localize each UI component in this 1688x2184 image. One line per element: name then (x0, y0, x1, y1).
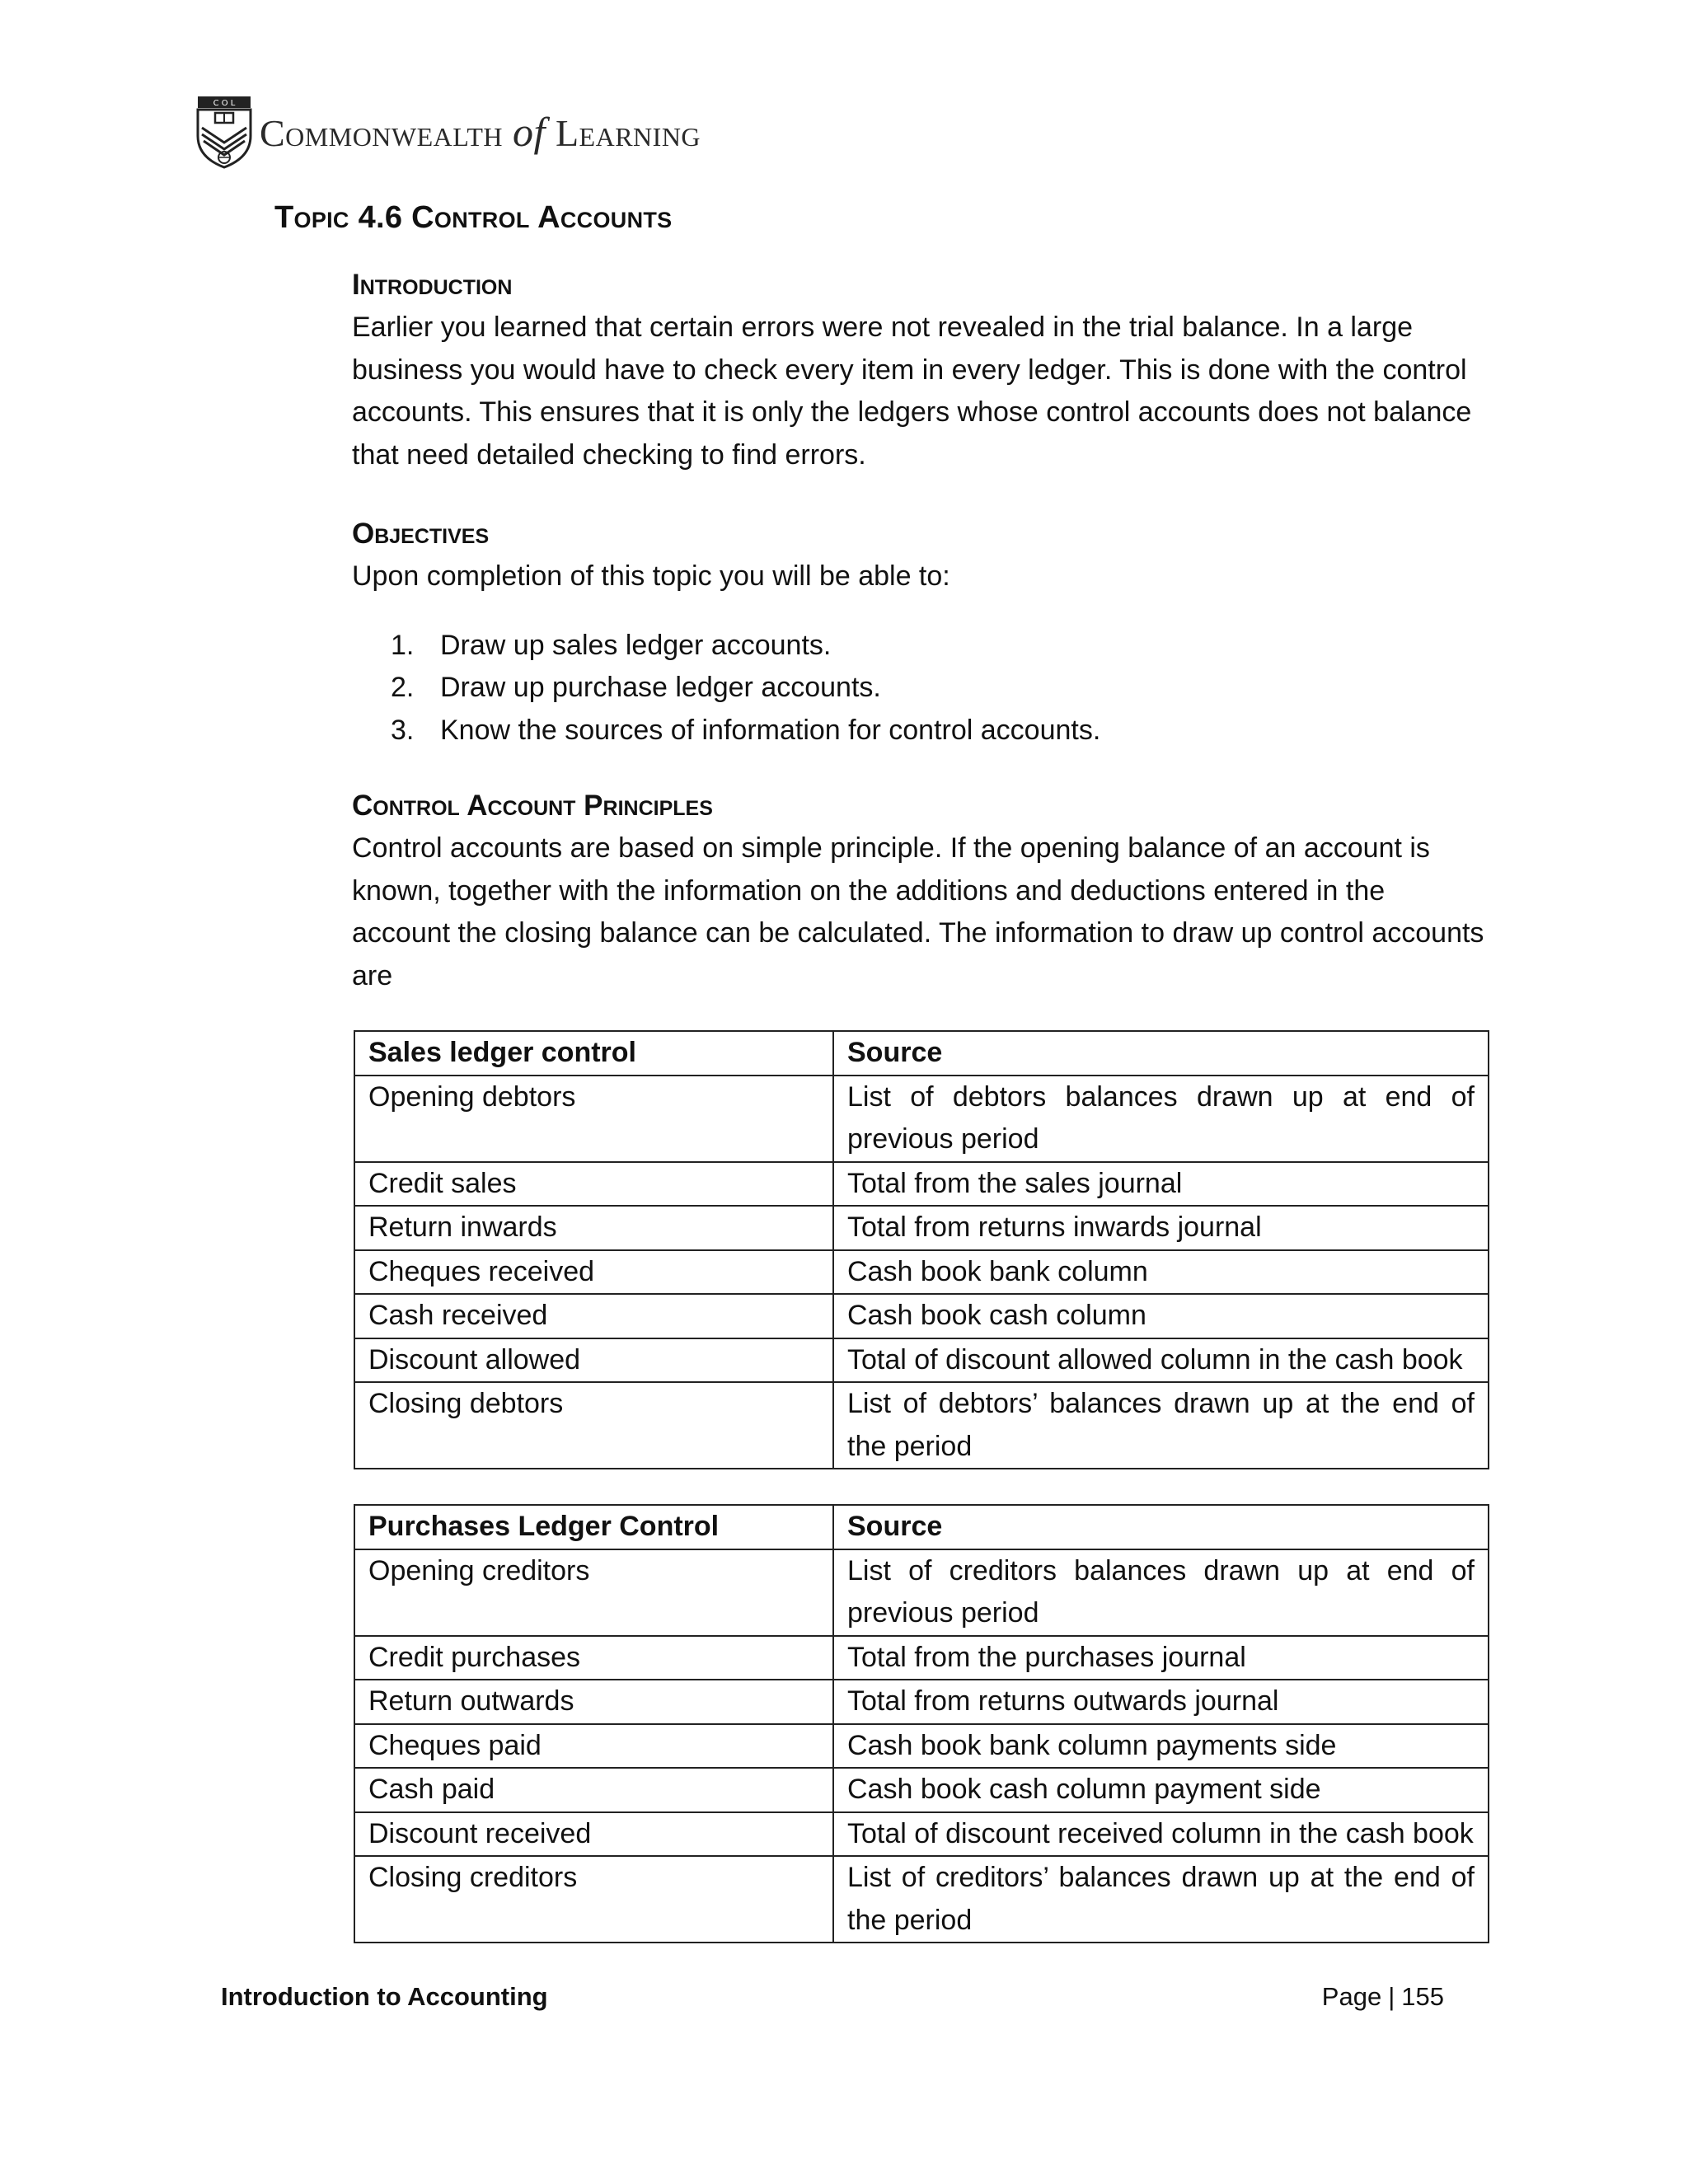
table-row (354, 1338, 1489, 1383)
page-number: 155 (1401, 1982, 1444, 2011)
logo-part2: Learning (555, 112, 701, 154)
table-cell: Total from returns outwards journal (833, 1680, 1489, 1724)
table-cell: Credit purchases (354, 1636, 833, 1680)
table-cell: Total from returns inwards journal (833, 1206, 1489, 1250)
table-cell: List of creditors balances drawn up at end of previous period (833, 1549, 1489, 1636)
table-header-row (354, 1031, 1489, 1076)
table-cell: List of creditors’ balances drawn up at the end of the period (833, 1856, 1489, 1943)
table-cell: Opening creditors (354, 1549, 833, 1636)
objective-text: Know the sources of information for control accounts. (440, 714, 1101, 746)
table-cell: Cash paid (354, 1768, 833, 1812)
principles-text: Control accounts are based on simple principle. If the opening balance of an account is known, together with the information on the additions and deductions entered in the account the closing balance can be calculated. The information to draw up control accounts are (352, 832, 1484, 991)
objective-item (391, 625, 1489, 668)
table-row (354, 1724, 1489, 1769)
objective-text: Draw up purchase ledger accounts. (440, 672, 881, 703)
table-cell: Cheques paid (354, 1724, 833, 1769)
table-cell: Return outwards (354, 1680, 833, 1724)
objective-number: 3. (391, 714, 415, 746)
page-separator: | (1388, 1982, 1395, 2011)
objectives-list (391, 625, 1489, 752)
main-content (352, 264, 1489, 1943)
table-row (354, 1076, 1489, 1162)
table-cell: Return inwards (354, 1206, 833, 1250)
introduction-heading: Introduction (352, 269, 513, 301)
table-cell: Cash book bank column payments side (833, 1724, 1489, 1769)
objective-item (391, 710, 1489, 752)
table-cell: Total from the purchases journal (833, 1636, 1489, 1680)
objectives-heading: Objectives (352, 518, 490, 550)
logo-wordmark (260, 108, 701, 156)
table-row (354, 1162, 1489, 1207)
table-row (354, 1812, 1489, 1857)
table-row (354, 1294, 1489, 1338)
table-cell: Cash book cash column payment side (833, 1768, 1489, 1812)
table-row (354, 1382, 1489, 1469)
header-cell: Source (833, 1031, 1489, 1076)
logo-abbrev: C O L (213, 99, 236, 108)
table-cell: Closing creditors (354, 1856, 833, 1943)
purchases-ledger-table (354, 1504, 1489, 1943)
objective-number: 2. (391, 672, 415, 703)
table-cell: Total from the sales journal (833, 1162, 1489, 1207)
table-cell: List of debtors balances drawn up at end of previous period (833, 1076, 1489, 1162)
table-cell: Opening debtors (354, 1076, 833, 1162)
header-cell: Source (833, 1505, 1489, 1549)
sales-ledger-table (354, 1030, 1489, 1469)
header-cell: Sales ledger control (354, 1031, 833, 1076)
footer-book-title: Introduction to Accounting (221, 1982, 548, 2011)
table-cell: Discount received (354, 1812, 833, 1857)
principles-heading: Control Account Principles (352, 790, 713, 822)
table-cell: Credit sales (354, 1162, 833, 1207)
table-cell: Discount allowed (354, 1338, 833, 1383)
objective-item (391, 667, 1489, 710)
table-row (354, 1768, 1489, 1812)
table-cell: Total of discount allowed column in the cash book (833, 1338, 1489, 1383)
page-label: Page (1321, 1982, 1382, 2011)
logo-of: of (513, 109, 546, 155)
table-row (354, 1680, 1489, 1724)
footer-page (1322, 1982, 1444, 2012)
table-cell: Cheques received (354, 1250, 833, 1295)
table-row (354, 1636, 1489, 1680)
table-cell: Total of discount received column in the cash book (833, 1812, 1489, 1857)
objective-text: Draw up sales ledger accounts. (440, 629, 832, 661)
header-cell: Purchases Ledger Control (354, 1505, 833, 1549)
table-row (354, 1206, 1489, 1250)
table-row (354, 1250, 1489, 1295)
objective-number: 1. (391, 629, 415, 661)
introduction-text: Earlier you learned that certain errors were not revealed in the trial balance. In a large business you would have to check every item in every ledger. This is done with the control accounts. This ensures that it is only the ledgers whose control accounts does not balance that need detailed checking to find errors. (352, 312, 1472, 471)
col-logo (195, 95, 701, 169)
table-cell: Cash received (354, 1294, 833, 1338)
table-cell: List of debtors’ balances drawn up at the end of the period (833, 1382, 1489, 1469)
table-cell: Cash book bank column (833, 1250, 1489, 1295)
table-row (354, 1549, 1489, 1636)
table-row (354, 1856, 1489, 1943)
table-cell: Cash book cash column (833, 1294, 1489, 1338)
table-header-row (354, 1505, 1489, 1549)
table-cell: Closing debtors (354, 1382, 833, 1469)
logo-part1: Commonwealth (260, 112, 504, 154)
topic-title: Topic 4.6 Control Accounts (274, 200, 673, 235)
col-crest-icon (195, 95, 253, 169)
objectives-intro: Upon completion of this topic you will be able to: (352, 560, 950, 592)
